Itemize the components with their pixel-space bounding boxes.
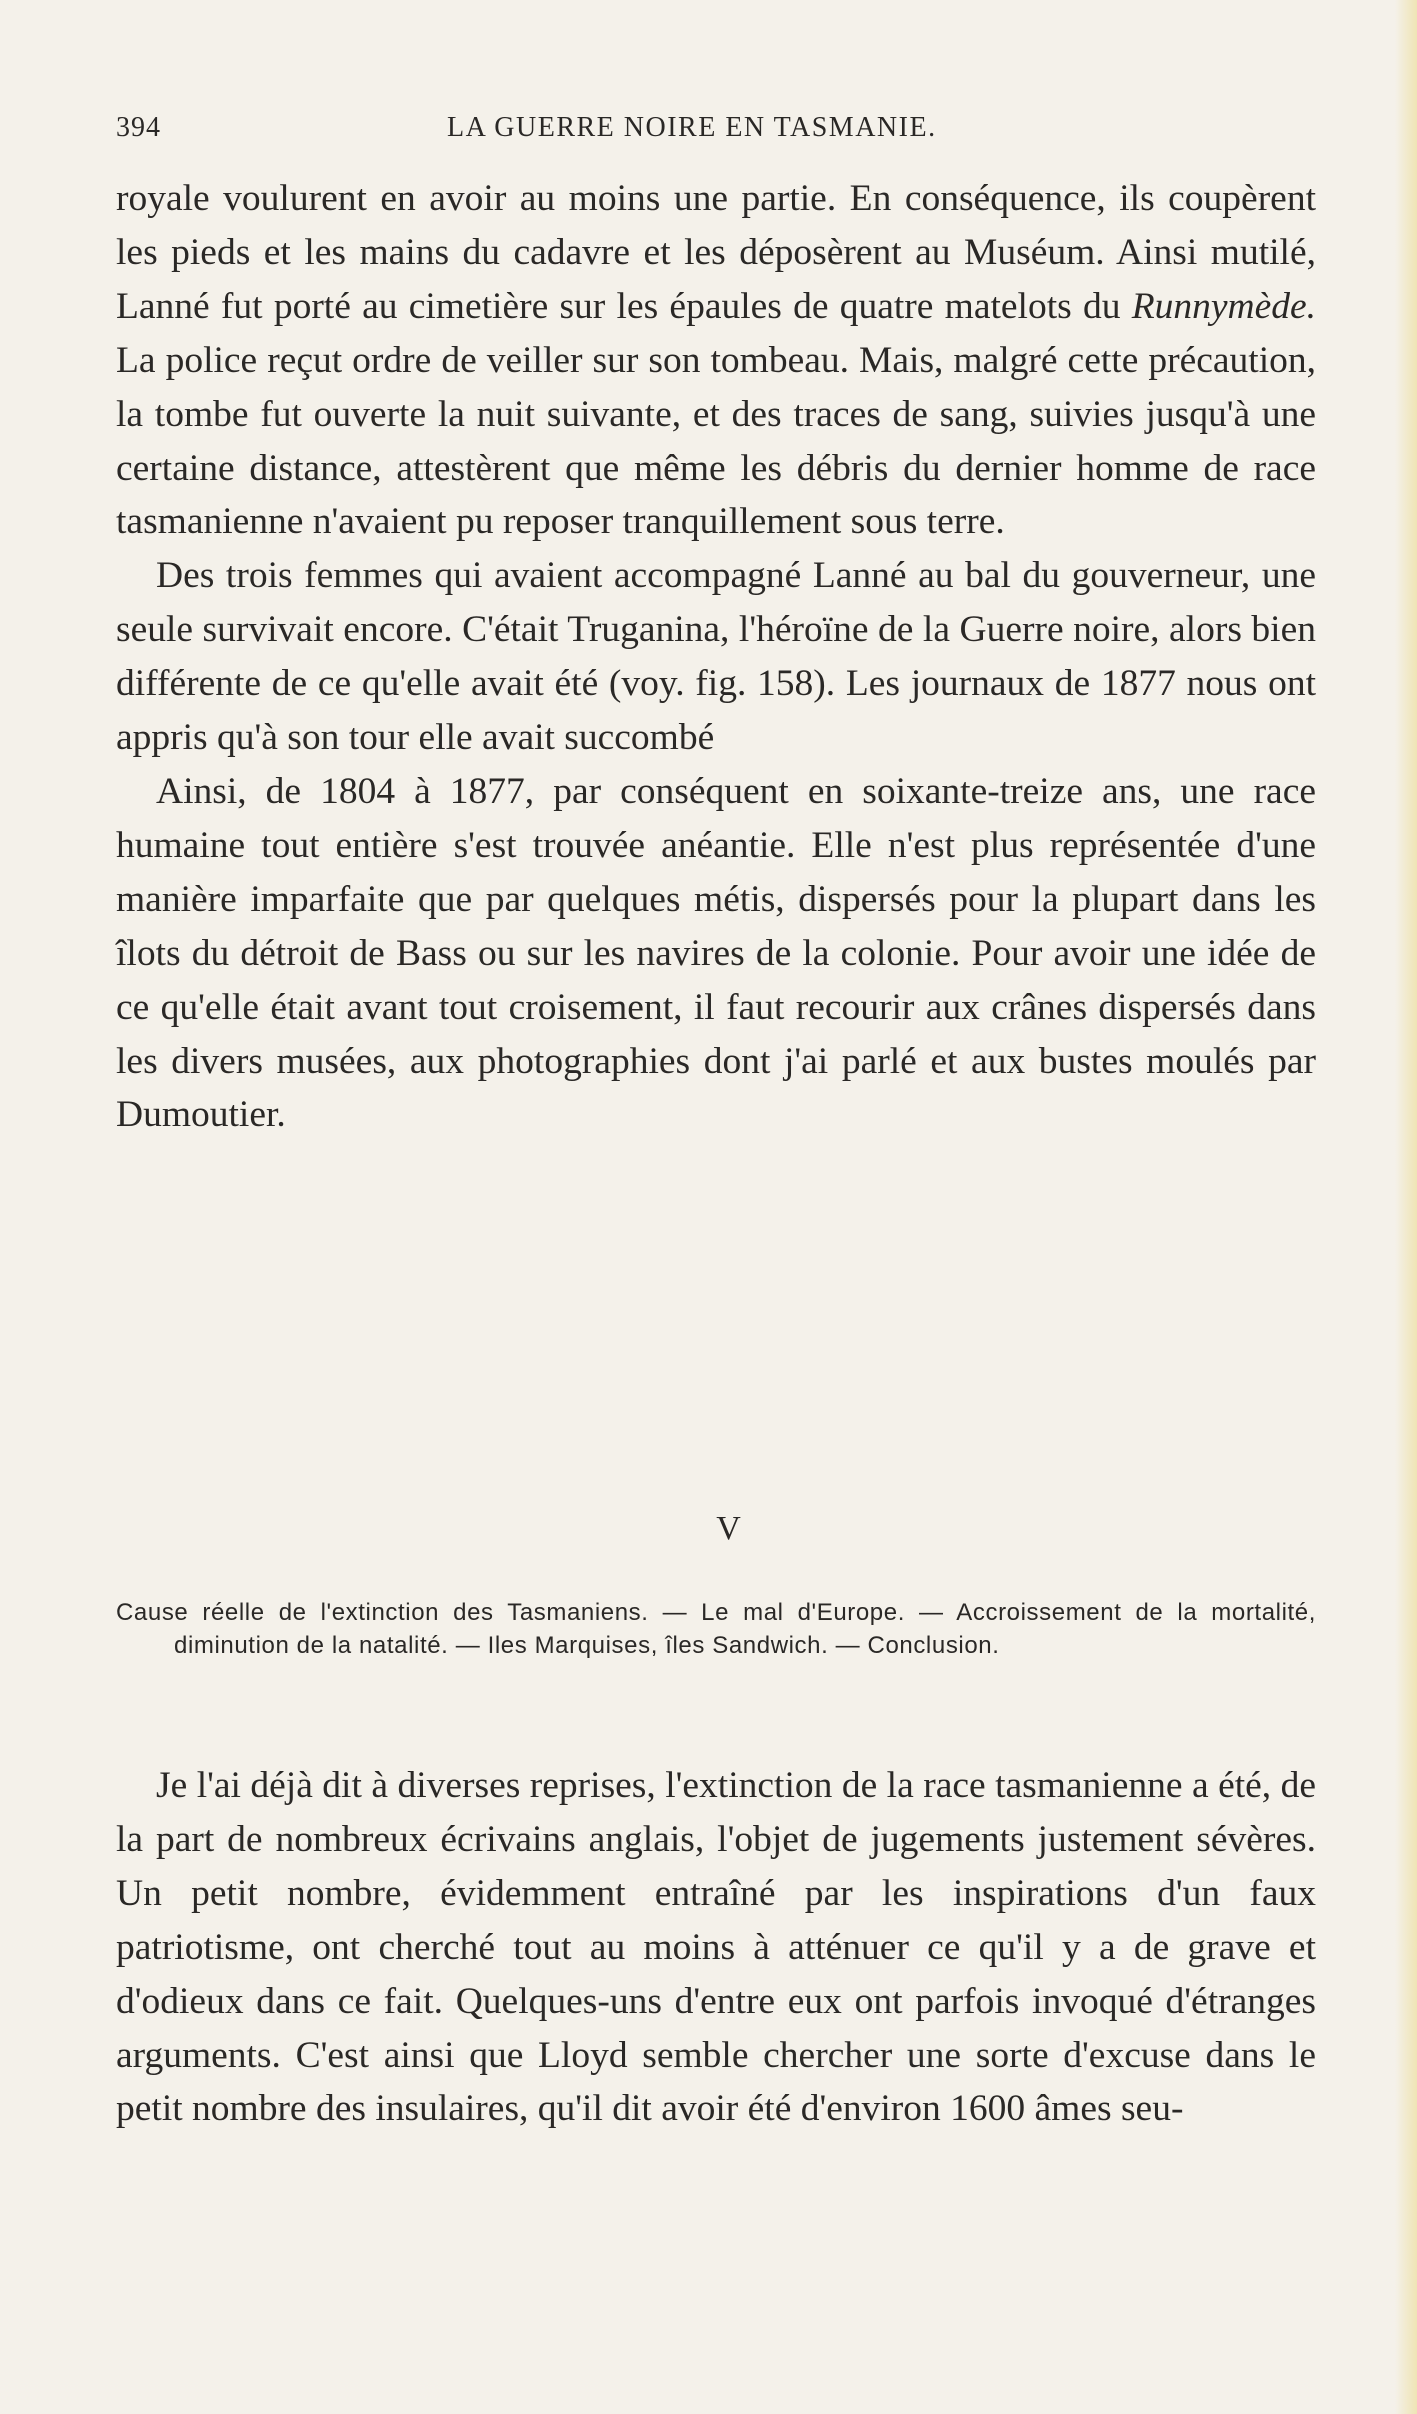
body-text-top xyxy=(116,172,1316,1142)
page-edge xyxy=(1395,0,1417,2414)
paragraph-text: La police reçut ordre de veiller sur son tombeau. Mais, malgré cette précaution, la tombe fut ouverte la nuit suivante, et des traces de sang, suivies jusqu'à une certaine distance, attestèrent que même les débris du dernier homme de race tasmanienne n'avaient pu reposer tranquillement sous terre. xyxy=(116,339,1316,543)
section-number: V xyxy=(716,1510,741,1547)
paragraph-truganina: Des trois femmes qui avaient accompagné Lanné au bal du gouverneur, une seule survivait encore. C'était Truganina, l'héroïne de la Guerre noire, alors bien différente de ce qu'elle avait été (voy. fig. 158). Les journaux de 1877 nous ont appris qu'à son tour elle avait succombé xyxy=(116,555,1316,759)
paragraph-extinction: Ainsi, de 1804 à 1877, par conséquent en soixante-treize ans, une race humaine tout entière s'est trouvée anéantie. Elle n'est plus représentée d'une manière imparfaite que par quelques métis, dispersés pour la plupart dans les îlots du détroit de Bass ou sur les navires de la colonie. Pour avoir une idée de ce qu'elle était avant tout croisement, il faut recourir aux crânes dispersés dans les divers musées, aux photographies dont j'ai parlé et aux bustes moulés par Dumoutier. xyxy=(116,770,1316,1136)
running-title: LA GUERRE NOIRE EN TASMANIE. xyxy=(447,112,937,143)
paragraph-continued xyxy=(116,172,1316,549)
running-head xyxy=(116,112,1316,152)
ship-name: Runnymède. xyxy=(1131,285,1317,327)
page-number: 394 xyxy=(116,112,161,143)
section-summary xyxy=(116,1596,1316,1662)
paragraph-section-opening: Je l'ai déjà dit à diverses reprises, l'extinction de la race tasmanienne a été, de la part de nombreux écrivains anglais, l'objet de jugements justement sévères. Un petit nombre, évidemment entraîné par les inspirations d'un faux patriotisme, ont cherché tout au moins à atténuer ce qu'il y a de grave et d'odieux dans ce fait. Quelques-uns d'entre eux ont parfois invoqué d'étranges arguments. C'est ainsi que Lloyd semble chercher une sorte d'excuse dans le petit nombre des insulaires, qu'il dit avoir été d'environ 1600 âmes seu- xyxy=(116,1765,1316,2130)
body-text-bottom xyxy=(116,1759,1316,2136)
section-summary-text: Cause réelle de l'extinction des Tasmaniens. — Le mal d'Europe. — Accroissement de la mortalité, diminution de la natalité. — Iles Marquises, îles Sandwich. — Conclusion. xyxy=(116,1599,1316,1659)
paragraph-text: royale voulurent en avoir au moins une partie. En conséquence, ils coupèrent les pieds et les mains du cadavre et les déposèrent au Muséum. Ainsi mutilé, Lanné fut porté au cimetière sur les épaules de quatre matelots du xyxy=(116,178,1316,327)
